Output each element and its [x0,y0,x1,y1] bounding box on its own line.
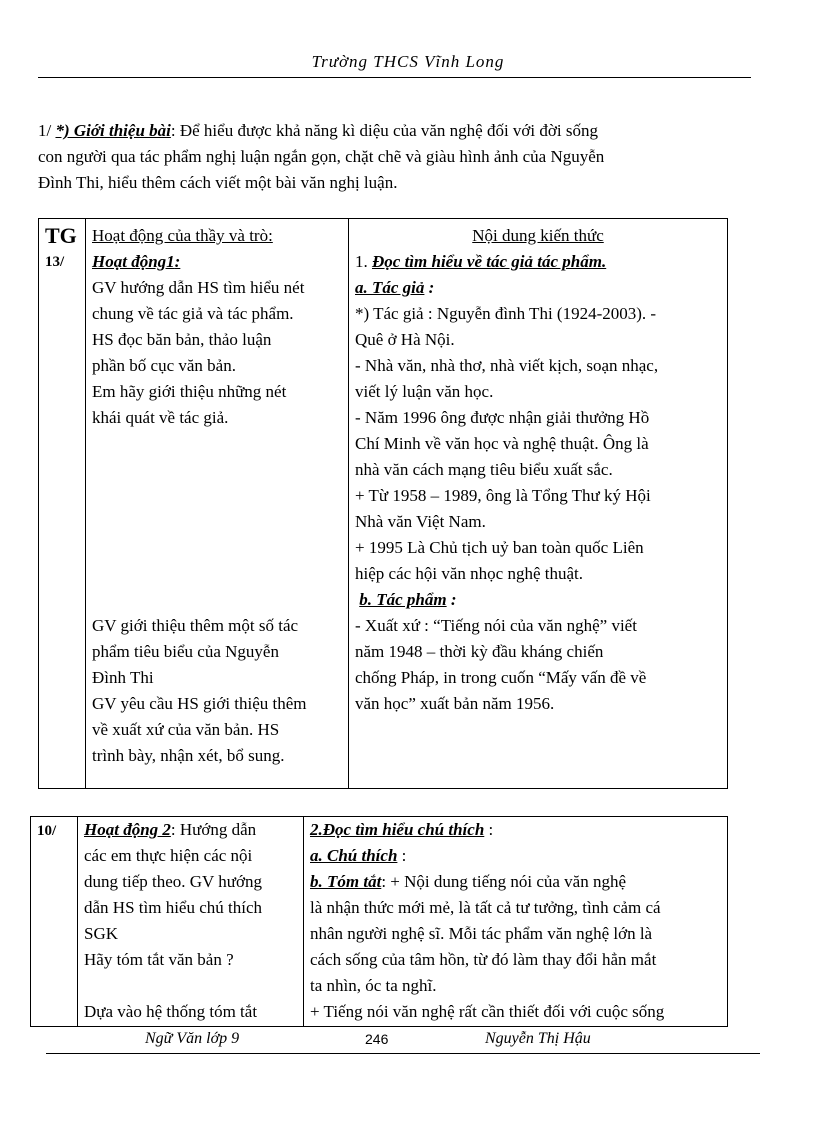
author-line: Nhà văn Việt Nam. [355,512,486,531]
author-line: - Nhà văn, nhà thơ, nhà viết kịch, soạn nhạc, [355,356,659,375]
spacer [92,431,342,613]
author-line: Chí Minh về văn học và nghệ thuật. Ông là [355,434,649,453]
author-line: Quê ở Hà Nội. [355,330,455,349]
activity-line: phần bố cục văn bản. [92,356,236,375]
activity-line: về xuất xứ của văn bản. HS [92,720,280,739]
activity-line: HS đọc băn bản, thảo luận [92,330,272,349]
intro-label-text: *) Giới thiệu bài [55,121,171,140]
work-line: văn học” xuất bản năm 1956. [355,694,555,713]
work-line: - Xuất xứ : “Tiếng nói của văn nghệ” viết [355,616,637,635]
summary-line: cách sống của tâm hồn, từ đó làm thay đổi hẳn mắt [310,950,657,969]
activity-line: các em thực hiện các nội [84,846,253,865]
time-column [31,817,78,1027]
author-line: + Từ 1958 – 1989, ông là Tổng Thư ký Hội [355,486,651,505]
activity-line: dung tiếp theo. GV hướng [84,872,262,891]
page-header-title: Trường THCS Vĩnh Long [311,52,505,71]
activity-line: phẩm tiêu biểu của Nguyễn [92,642,279,661]
activity-line: Dựa vào hệ thống tóm tắt [84,1002,258,1021]
activity-line: Hãy tóm tắt văn bản ? [84,950,234,969]
activity-column [78,817,304,1027]
footer-author: Nguyễn Thị Hậu [485,1030,591,1047]
activity-title: Hoạt động 2: Hướng dẫn [84,820,257,839]
author-line: - Năm 1996 ông được nhận giải thưởng Hồ [355,408,650,427]
activity-title: Hoạt động1: [92,252,181,271]
intro-time: 1/ [38,121,52,140]
tg-time: 13/ [45,254,65,270]
content-column [349,219,728,789]
summary-title: b. Tóm tắt: + Nội dung tiếng nói của văn nghệ [310,872,627,891]
summary-line: + Tiếng nói văn nghệ rất cần thiết đối với cuộc sống [310,1002,665,1021]
author-line: + 1995 Là Chủ tịch uỷ ban toàn quốc Liên [355,538,644,557]
content-section-1: 1. Đọc tìm hiểu về tác giả tác phẩm. [355,252,607,271]
work-line: chống Pháp, in trong cuốn “Mấy vấn đề về [355,668,647,687]
author-line: hiệp các hội văn nhọc nghệ thuật. [355,564,584,583]
activity-line: Đình Thi [92,668,154,687]
note-title: a. Chú thích : [310,846,407,865]
spacer [84,973,297,999]
summary-line: nhân người nghệ sĩ. Mỗi tác phẩm văn nghệ lớn là [310,924,653,943]
author-line: viết lý luận văn học. [355,382,494,401]
author-line: nhà văn cách mạng tiêu biểu xuất sắc. [355,460,613,479]
activity-line: GV yêu cầu HS giới thiệu thêm [92,694,307,713]
author-line: *) Tác giả : Nguyễn đình Thi (1924-2003). - [355,304,657,323]
content-header: Nội dung kiến thức [472,226,604,245]
footer-subject: Ngữ Văn lớp 9 [145,1030,240,1047]
header-rule [38,77,751,78]
content-section-2: 2.Đọc tìm hiểu chú thích : [310,820,494,839]
activity-line: Em hãy giới thiệu những nét [92,382,287,401]
author-title: a. Tác giả : [355,278,435,297]
activity-column [86,219,349,789]
page-number: 246 [365,1031,389,1047]
tg-header: TG [45,223,77,248]
intro-line-3: Đình Thi, hiểu thêm cách viết một bài văn nghị luận. [38,173,398,192]
summary-line: ta nhìn, óc ta nghĩ. [310,976,437,995]
time-column [39,219,86,789]
activity-line: dẫn HS tìm hiểu chú thích [84,898,263,917]
intro-label [55,121,170,140]
activity-line: chung về tác giả và tác phẩm. [92,304,294,323]
tg-time: 10/ [37,823,57,839]
lesson-table-2 [30,816,728,1027]
summary-line: là nhận thức mới mẻ, là tất cả tư tưởng, tình cảm cá [310,898,661,917]
activity-line: GV hướng dẫn HS tìm hiểu nét [92,278,305,297]
work-line: năm 1948 – thời kỳ đầu kháng chiến [355,642,604,661]
work-title: b. Tác phẩm : [359,590,457,609]
footer-rule [46,1053,760,1054]
activity-line: khái quát về tác giả. [92,408,229,427]
intro-line-2: con người qua tác phẩm nghị luận ngắn gọn, chặt chẽ và giàu hình ảnh của Nguyễn [38,147,605,166]
intro-line-1: : Để hiểu được khả năng kì diệu của văn nghệ đối với đời sống [170,121,598,140]
activity-line: SGK [84,924,119,943]
activity-line: GV giới thiệu thêm một số tác [92,616,299,635]
activity-line: trình bày, nhận xét, bổ sung. [92,746,285,765]
content-column [304,817,728,1027]
intro-paragraph [38,118,728,196]
lesson-table-1 [38,218,728,789]
activity-header: Hoạt động của thầy và trò: [92,226,273,245]
